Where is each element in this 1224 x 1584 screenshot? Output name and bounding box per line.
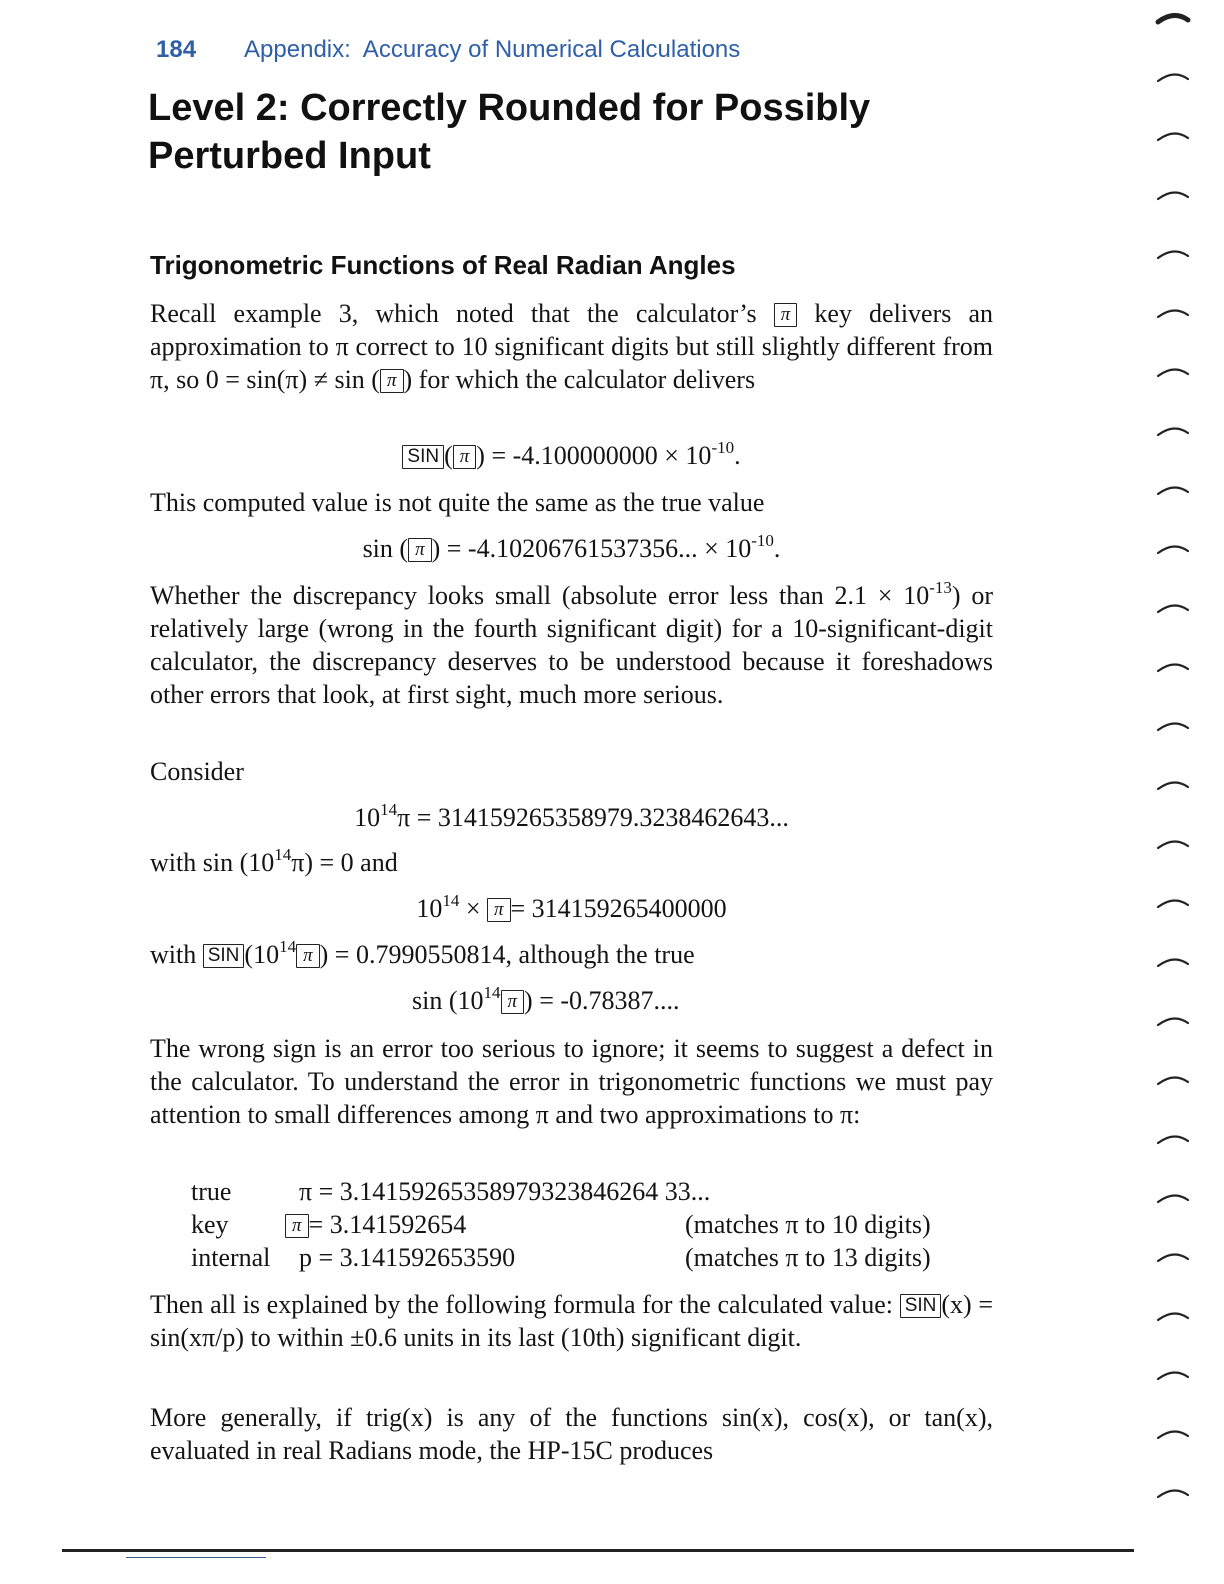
row-value: π = 3.14159265358979323846264 33... — [299, 1177, 711, 1206]
row-value: = 3.141592654 — [308, 1210, 467, 1239]
p3-exponent: -13 — [929, 578, 952, 597]
paragraph-with-sin-zero — [150, 845, 398, 878]
section-heading: Trigonometric Functions of Real Radian Angles — [150, 250, 736, 280]
equation-sin-pi-computed — [150, 438, 993, 471]
p3-text-a: Whether the discrepancy looks small (absolute error less than 2.1 × 10 — [150, 581, 930, 610]
binding-mark — [1158, 605, 1188, 612]
binding-mark — [1158, 1372, 1188, 1379]
running-title: Appendix: Accuracy of Numerical Calculations — [244, 36, 741, 63]
eq2-value: ) = -4.10206761537356... × 10 — [431, 534, 752, 563]
pi-key: π — [453, 445, 477, 469]
row-label: key — [191, 1210, 229, 1239]
eq3-value: π = 314159265358979.3238462643... — [397, 803, 789, 832]
binding-mark — [1158, 369, 1188, 376]
binding-mark — [1158, 664, 1188, 671]
binding-mark — [1158, 310, 1188, 317]
eq2-pre: sin ( — [362, 534, 409, 563]
spiral-binding-marks — [1074, 0, 1224, 1584]
binding-mark — [1158, 1313, 1188, 1320]
p6-text-c: ) = 0.7990550814, although the true — [319, 940, 695, 969]
eq2-end: . — [773, 534, 781, 563]
p1-text-b: key delivers an approximation to π correct to 10 significant digits but still slightly different from π, so 0 = sin(π) ≠ sin ( — [150, 299, 994, 394]
pi-key: π — [487, 898, 511, 922]
equation-sin-pi-true — [150, 531, 993, 564]
eq4-base: 10 — [416, 894, 443, 923]
paragraph-with-sin-key — [150, 937, 695, 970]
bottom-rule — [62, 1549, 1134, 1552]
eq5-value: ) = -0.78387.... — [524, 986, 680, 1015]
eq1-value: ) = -4.100000000 × 10 — [476, 441, 712, 470]
binding-mark — [1158, 133, 1188, 140]
equation-ten14-times-pi-key — [150, 891, 993, 924]
binding-mark — [1158, 959, 1188, 966]
pi-key: π — [296, 944, 320, 968]
row-label: internal — [191, 1243, 271, 1272]
eq4-exponent: 14 — [442, 891, 460, 910]
title-line-1: Level 2: Correctly Rounded for Possibly — [148, 87, 871, 129]
binding-mark — [1158, 1077, 1188, 1084]
paragraph-consider: Consider — [150, 757, 244, 786]
table-row — [191, 1243, 991, 1276]
equation-true-sin — [412, 983, 680, 1016]
eq4-times: × — [459, 894, 487, 923]
p5-exponent: 14 — [274, 845, 292, 864]
sin-key: SIN — [900, 1294, 942, 1318]
eq1-exponent: -10 — [711, 438, 735, 457]
eq4-value: = 314159265400000 — [510, 894, 727, 923]
paragraph-explained-formula — [150, 1288, 993, 1354]
paragraph-recall-example — [150, 297, 993, 396]
pi-key: π — [501, 990, 525, 1014]
p5-text-b: π) = 0 and — [291, 848, 398, 877]
binding-mark — [1158, 841, 1188, 848]
row-note: (matches π to 13 digits) — [685, 1243, 931, 1272]
page-number: 184 — [156, 36, 197, 63]
sin-key: SIN — [203, 944, 245, 968]
binding-mark — [1158, 546, 1188, 553]
binding-mark — [1158, 1490, 1188, 1497]
binding-mark — [1158, 723, 1188, 730]
table-row — [191, 1210, 991, 1243]
binding-mark — [1158, 428, 1188, 435]
eq2-exponent: -10 — [751, 531, 774, 550]
binding-mark — [1158, 74, 1188, 81]
pi-key: π — [774, 303, 798, 327]
bottom-rule-accent — [126, 1557, 266, 1558]
p6-text-a: with — [150, 940, 197, 969]
p8-text-a: Then all is explained by the following formula for the calculated value: — [150, 1290, 894, 1319]
binding-mark — [1158, 782, 1188, 789]
paragraph-wrong-sign: The wrong sign is an error too serious to ignore; it seems to suggest a defect in the calculator. To understand the error in trigonometric functions we must pay attention to small differences among π and two approximations to π: — [150, 1034, 993, 1129]
table-row — [191, 1177, 991, 1210]
binding-mark — [1158, 900, 1188, 907]
p6-exponent: 14 — [279, 937, 297, 956]
eq1-open: ( — [444, 441, 453, 470]
row-note: (matches π to 10 digits) — [685, 1210, 931, 1239]
p6-text-b: (10 — [244, 940, 280, 969]
pi-key: π — [285, 1214, 309, 1238]
title-line-2: Perturbed Input — [148, 135, 431, 177]
sin-key: SIN — [402, 445, 444, 469]
binding-mark — [1158, 1018, 1188, 1025]
p5-text-a: with sin (10 — [150, 848, 275, 877]
binding-mark — [1158, 1431, 1188, 1438]
row-label: true — [191, 1177, 232, 1206]
paragraph-discrepancy — [150, 579, 993, 711]
pi-key: π — [408, 538, 432, 562]
equation-ten14-pi — [150, 800, 993, 833]
eq5-pre: sin (10 — [412, 986, 484, 1015]
eq3-base: 10 — [354, 803, 381, 832]
p8-text-b: (x) = sin(xπ/p) to within ±0.6 units in its last (10th) significant digit. — [150, 1290, 993, 1352]
eq1-end: . — [734, 441, 741, 470]
binding-mark — [1158, 1136, 1188, 1143]
binding-mark — [1158, 15, 1188, 22]
running-header — [156, 36, 740, 64]
eq5-exponent: 14 — [483, 983, 501, 1002]
paragraph-true-value-intro: This computed value is not quite the same as the true value — [150, 488, 765, 517]
page-title — [148, 84, 870, 180]
row-value: p = 3.141592653590 — [299, 1243, 516, 1272]
p1-text-c: ) for which the calculator delivers — [403, 365, 756, 394]
binding-mark — [1158, 251, 1188, 258]
pi-approximations-table — [191, 1177, 991, 1287]
p3-text-b: ) or relatively large (wrong in the fourth significant digit) for a 10-significant-digit calculator, the discrepancy deserves to be understood because it foreshadows other errors that look, at first sight, much more serious. — [150, 581, 994, 709]
p1-text-a: Recall example 3, which noted that the calculator’s — [150, 299, 757, 328]
binding-mark — [1158, 487, 1188, 494]
paragraph-more-generally: More generally, if trig(x) is any of the functions sin(x), cos(x), or tan(x), evaluated in real Radians mode, the HP-15C produces — [150, 1403, 993, 1465]
pi-key: π — [380, 369, 404, 393]
eq3-exponent: 14 — [380, 800, 398, 819]
binding-mark — [1158, 1254, 1188, 1261]
binding-mark — [1158, 192, 1188, 199]
binding-mark — [1158, 1195, 1188, 1202]
